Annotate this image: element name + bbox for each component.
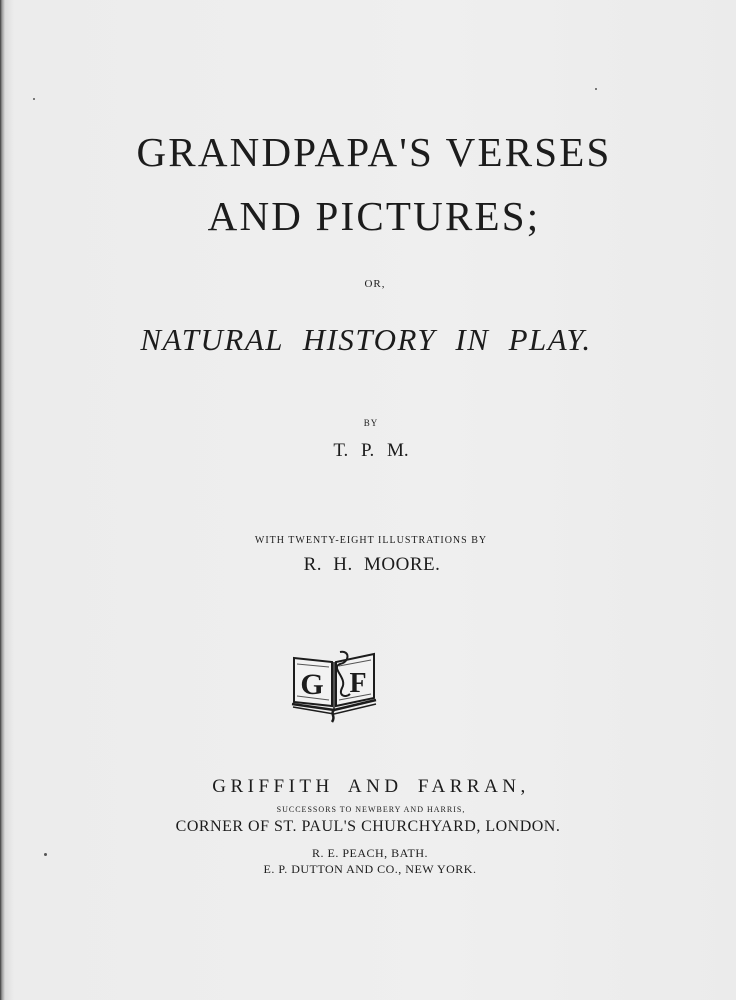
title-line-1: GRANDPAPA'S VERSES bbox=[136, 129, 612, 175]
or-text: OR, bbox=[364, 278, 386, 290]
subtitle: NATURAL HISTORY IN PLAY. bbox=[140, 322, 592, 357]
by-text: BY bbox=[363, 418, 379, 428]
paper-speck bbox=[33, 98, 35, 100]
publisher-name: GRIFFITH AND FARRAN, bbox=[212, 776, 530, 797]
illustrator: R. H. MOORE. bbox=[303, 554, 441, 575]
paper-speck bbox=[595, 88, 597, 90]
title-line-2: AND PICTURES; bbox=[207, 193, 541, 239]
publisher-address: CORNER OF ST. PAUL'S CHURCHYARD, LONDON. bbox=[175, 818, 561, 835]
open-book-monogram-icon bbox=[290, 648, 378, 724]
svg-text:G: G bbox=[300, 668, 324, 701]
illustrations-note: WITH TWENTY-EIGHT ILLUSTRATIONS BY bbox=[254, 535, 488, 546]
svg-text:F: F bbox=[349, 668, 367, 699]
publisher-agent-bath: R. E. PEACH, BATH. bbox=[311, 846, 428, 860]
publisher-successors: SUCCESSORS TO NEWBERY AND HARRIS, bbox=[276, 805, 466, 814]
publisher-agent-new-york: E. P. DUTTON AND CO., NEW YORK. bbox=[263, 862, 477, 876]
author: T. P. M. bbox=[333, 440, 409, 461]
paper-speck bbox=[44, 853, 47, 856]
